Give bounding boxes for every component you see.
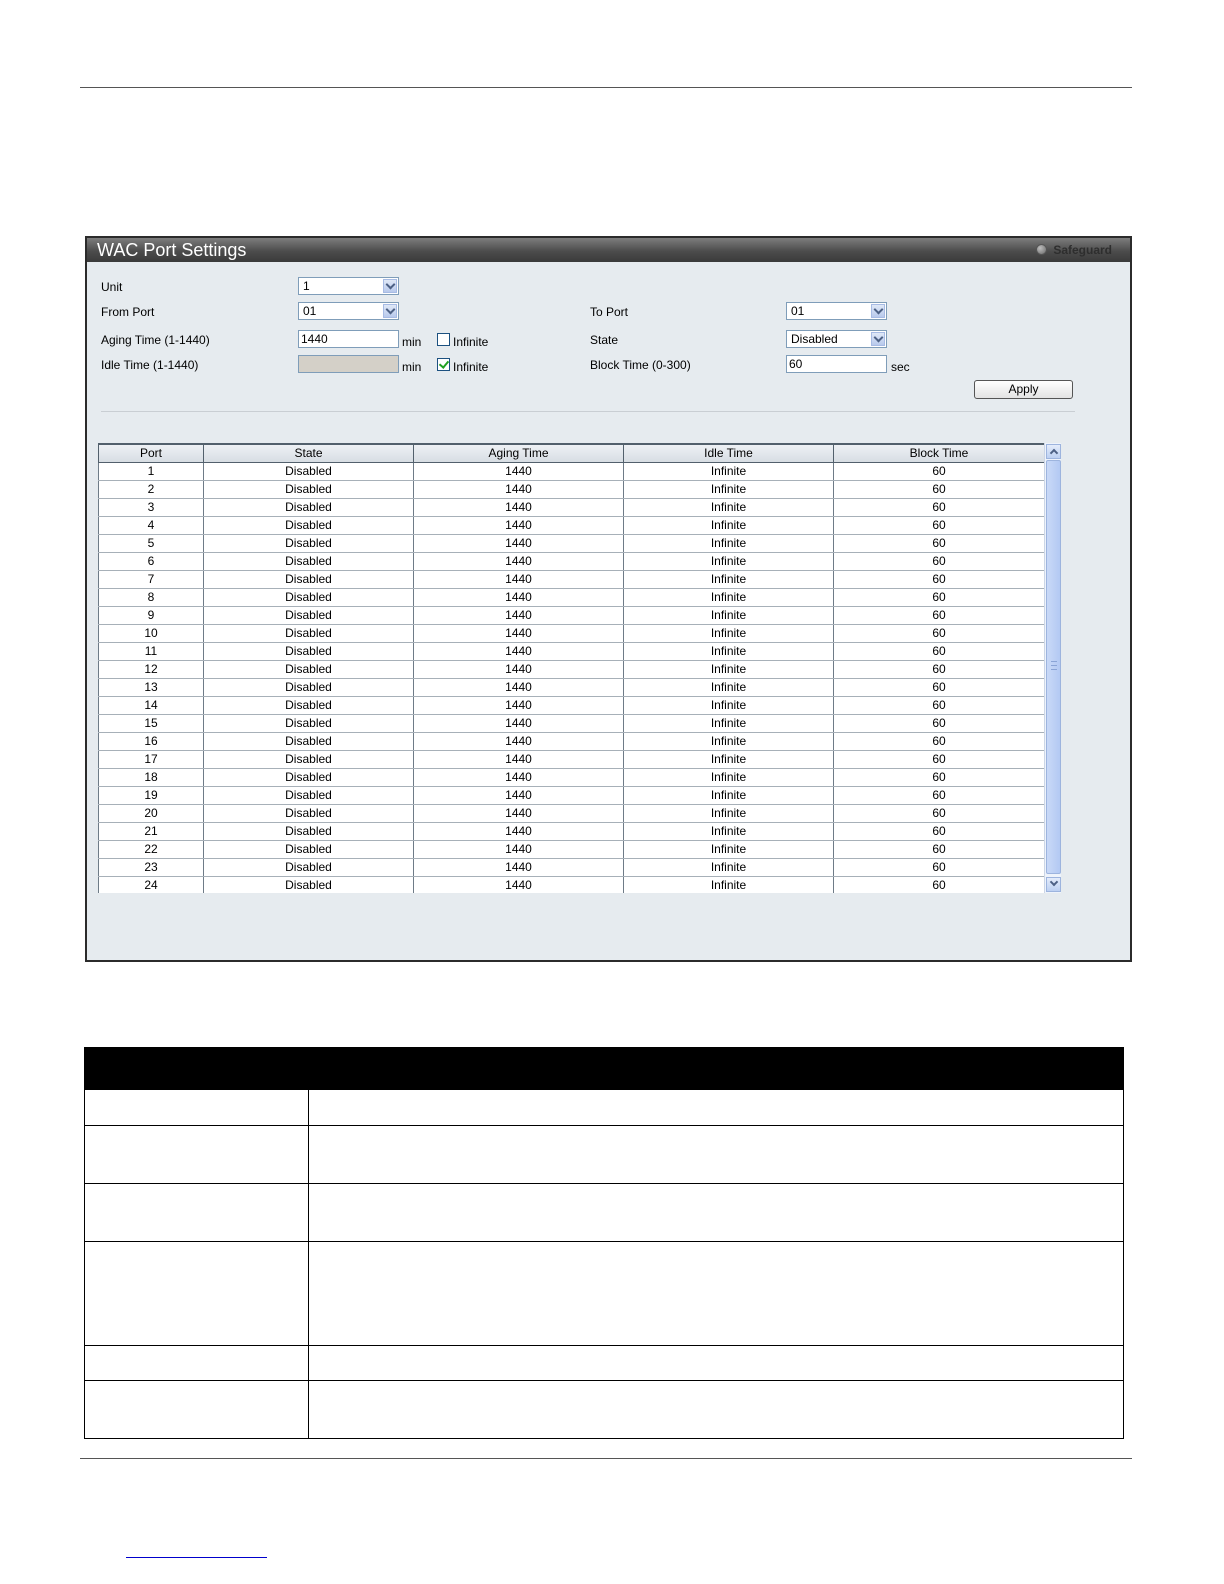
table-row [99, 463, 1045, 481]
cell-aging-time: 1440 [414, 877, 624, 894]
cell-state: Disabled [204, 733, 414, 751]
cell-block-time: 60 [834, 553, 1045, 571]
cell-block-time: 60 [834, 625, 1045, 643]
cell-state: Disabled [204, 787, 414, 805]
cell-aging-time: 1440 [414, 589, 624, 607]
cell-block-time: 60 [834, 661, 1045, 679]
cell-block-time: 60 [834, 805, 1045, 823]
cell-idle-time: Infinite [624, 625, 834, 643]
cell-idle-time: Infinite [624, 589, 834, 607]
from-port-select-value: 01 [303, 304, 317, 318]
aging-time-input[interactable]: 1440 [298, 330, 399, 348]
cell-port: 2 [99, 481, 204, 499]
window-title: WAC Port Settings [97, 240, 247, 260]
description-row [85, 1381, 1124, 1439]
cell-state: Disabled [204, 517, 414, 535]
cell-port: 21 [99, 823, 204, 841]
cell-idle-time: Infinite [624, 877, 834, 894]
cell-idle-time: Infinite [624, 481, 834, 499]
table-row [99, 535, 1045, 553]
cell-state: Disabled [204, 571, 414, 589]
cell-idle-time: Infinite [624, 805, 834, 823]
idle-time-infinite-label: Infinite [453, 360, 489, 374]
cell-aging-time: 1440 [414, 679, 624, 697]
cell-idle-time: Infinite [624, 517, 834, 535]
description-row [85, 1242, 1124, 1346]
cell-state: Disabled [204, 769, 414, 787]
cell-aging-time: 1440 [414, 643, 624, 661]
cell-port: 19 [99, 787, 204, 805]
column-header-idle-time: Idle Time [624, 444, 834, 463]
table-row [99, 787, 1045, 805]
cell-port: 15 [99, 715, 204, 733]
description-row [85, 1184, 1124, 1242]
cell-port: 4 [99, 517, 204, 535]
table-header-row [99, 444, 1045, 463]
cell-idle-time: Infinite [624, 643, 834, 661]
footer-link-underline[interactable] [126, 1557, 267, 1558]
safeguard-indicator[interactable] [1036, 243, 1112, 257]
footer-rule [80, 1458, 1132, 1459]
cell-port: 24 [99, 877, 204, 894]
cell-state: Disabled [204, 715, 414, 733]
table-row [99, 733, 1045, 751]
cell-port: 12 [99, 661, 204, 679]
table-row [99, 625, 1045, 643]
table-row [99, 679, 1045, 697]
cell-block-time: 60 [834, 751, 1045, 769]
table-row [99, 571, 1045, 589]
cell-idle-time: Infinite [624, 751, 834, 769]
cell-port: 10 [99, 625, 204, 643]
cell-idle-time: Infinite [624, 715, 834, 733]
cell-aging-time: 1440 [414, 841, 624, 859]
cell-block-time: 60 [834, 679, 1045, 697]
cell-state: Disabled [204, 679, 414, 697]
safeguard-label: Safeguard [1053, 243, 1112, 257]
aging-time-infinite-label: Infinite [453, 335, 489, 349]
cell-aging-time: 1440 [414, 481, 624, 499]
cell-idle-time: Infinite [624, 661, 834, 679]
cell-block-time: 60 [834, 571, 1045, 589]
cell-port: 20 [99, 805, 204, 823]
block-time-label: Block Time (0-300) [590, 358, 691, 372]
cell-port: 22 [99, 841, 204, 859]
table-row [99, 697, 1045, 715]
to-port-select[interactable] [786, 302, 887, 320]
cell-aging-time: 1440 [414, 805, 624, 823]
cell-aging-time: 1440 [414, 553, 624, 571]
cell-port: 16 [99, 733, 204, 751]
cell-block-time: 60 [834, 607, 1045, 625]
table-row [99, 877, 1045, 894]
wac-port-settings-window [85, 236, 1132, 962]
port-table-viewport[interactable] [98, 443, 1061, 893]
cell-aging-time: 1440 [414, 463, 624, 481]
cell-idle-time: Infinite [624, 859, 834, 877]
cell-block-time: 60 [834, 499, 1045, 517]
unit-select-value: 1 [303, 279, 310, 293]
description-table-header [85, 1048, 1124, 1090]
column-header-port: Port [99, 444, 204, 463]
cell-state: Disabled [204, 607, 414, 625]
cell-block-time: 60 [834, 859, 1045, 877]
cell-idle-time: Infinite [624, 697, 834, 715]
cell-port: 1 [99, 463, 204, 481]
aging-time-label: Aging Time (1-1440) [101, 333, 210, 347]
chevron-up-icon[interactable] [1046, 444, 1061, 459]
cell-aging-time: 1440 [414, 535, 624, 553]
table-scrollbar[interactable] [1044, 443, 1061, 893]
cell-state: Disabled [204, 625, 414, 643]
cell-idle-time: Infinite [624, 823, 834, 841]
table-row [99, 715, 1045, 733]
cell-aging-time: 1440 [414, 661, 624, 679]
cell-state: Disabled [204, 805, 414, 823]
cell-idle-time: Infinite [624, 787, 834, 805]
cell-state: Disabled [204, 859, 414, 877]
cell-block-time: 60 [834, 769, 1045, 787]
cell-aging-time: 1440 [414, 697, 624, 715]
unit-label: Unit [101, 280, 123, 294]
table-row [99, 553, 1045, 571]
cell-state: Disabled [204, 697, 414, 715]
unit-select[interactable] [298, 277, 399, 295]
chevron-down-icon[interactable] [871, 332, 885, 346]
table-row [99, 769, 1045, 787]
block-time-input[interactable]: 60 [786, 355, 887, 373]
cell-state: Disabled [204, 841, 414, 859]
cell-idle-time: Infinite [624, 553, 834, 571]
table-row [99, 481, 1045, 499]
idle-time-label: Idle Time (1-1440) [101, 358, 199, 372]
idle-time-infinite-checkbox[interactable] [437, 358, 450, 371]
state-select-value: Disabled [791, 332, 838, 346]
cell-port: 5 [99, 535, 204, 553]
cell-port: 11 [99, 643, 204, 661]
cell-port: 17 [99, 751, 204, 769]
cell-aging-time: 1440 [414, 625, 624, 643]
cell-aging-time: 1440 [414, 517, 624, 535]
aging-time-infinite-checkbox[interactable] [437, 333, 450, 346]
cell-state: Disabled [204, 499, 414, 517]
form-divider [101, 411, 1075, 412]
cell-state: Disabled [204, 751, 414, 769]
table-row [99, 643, 1045, 661]
to-port-select-value: 01 [791, 304, 805, 318]
cell-idle-time: Infinite [624, 571, 834, 589]
cell-idle-time: Infinite [624, 841, 834, 859]
cell-state: Disabled [204, 553, 414, 571]
cell-idle-time: Infinite [624, 463, 834, 481]
cell-state: Disabled [204, 823, 414, 841]
table-row [99, 607, 1045, 625]
cell-idle-time: Infinite [624, 769, 834, 787]
cell-port: 14 [99, 697, 204, 715]
cell-aging-time: 1440 [414, 769, 624, 787]
cell-aging-time: 1440 [414, 607, 624, 625]
cell-idle-time: Infinite [624, 535, 834, 553]
cell-block-time: 60 [834, 715, 1045, 733]
cell-block-time: 60 [834, 517, 1045, 535]
table-row [99, 859, 1045, 877]
description-row [85, 1346, 1124, 1381]
cell-aging-time: 1440 [414, 715, 624, 733]
apply-button[interactable]: Apply [974, 380, 1073, 399]
aging-time-unit: min [402, 335, 422, 349]
table-row [99, 751, 1045, 769]
column-header-block-time: Block Time [834, 444, 1045, 463]
description-row [85, 1090, 1124, 1126]
cell-aging-time: 1440 [414, 823, 624, 841]
cell-port: 18 [99, 769, 204, 787]
column-header-state: State [204, 444, 414, 463]
cell-block-time: 60 [834, 841, 1045, 859]
cell-state: Disabled [204, 589, 414, 607]
description-table [84, 1047, 1124, 1439]
chevron-down-icon[interactable] [383, 279, 397, 293]
cell-port: 8 [99, 589, 204, 607]
table-row [99, 517, 1045, 535]
cell-block-time: 60 [834, 733, 1045, 751]
cell-block-time: 60 [834, 823, 1045, 841]
table-row [99, 661, 1045, 679]
state-select[interactable] [786, 330, 887, 348]
to-port-label: To Port [590, 305, 629, 319]
scrollbar-thumb[interactable] [1046, 460, 1061, 874]
cell-state: Disabled [204, 643, 414, 661]
table-row [99, 589, 1045, 607]
table-row [99, 823, 1045, 841]
block-time-unit: sec [891, 360, 910, 374]
cell-aging-time: 1440 [414, 751, 624, 769]
from-port-label: From Port [101, 305, 155, 319]
cell-aging-time: 1440 [414, 787, 624, 805]
idle-time-unit: min [402, 360, 422, 374]
cell-port: 7 [99, 571, 204, 589]
cell-state: Disabled [204, 877, 414, 894]
cell-block-time: 60 [834, 535, 1045, 553]
cell-state: Disabled [204, 463, 414, 481]
cell-port: 13 [99, 679, 204, 697]
cell-port: 3 [99, 499, 204, 517]
cell-state: Disabled [204, 661, 414, 679]
cell-port: 9 [99, 607, 204, 625]
header-rule [80, 87, 1132, 88]
cell-block-time: 60 [834, 643, 1045, 661]
from-port-select[interactable] [298, 302, 399, 320]
table-row [99, 499, 1045, 517]
cell-aging-time: 1440 [414, 499, 624, 517]
state-label: State [590, 333, 619, 347]
description-row [85, 1126, 1124, 1184]
cell-block-time: 60 [834, 877, 1045, 894]
table-row [99, 805, 1045, 823]
chevron-down-icon[interactable] [1046, 877, 1061, 892]
cell-block-time: 60 [834, 463, 1045, 481]
table-body [99, 463, 1045, 894]
cell-aging-time: 1440 [414, 571, 624, 589]
cell-state: Disabled [204, 481, 414, 499]
cell-idle-time: Infinite [624, 607, 834, 625]
idle-time-input [298, 355, 399, 373]
cell-block-time: 60 [834, 697, 1045, 715]
cell-port: 6 [99, 553, 204, 571]
cell-aging-time: 1440 [414, 733, 624, 751]
port-settings-table [98, 443, 1045, 893]
cell-idle-time: Infinite [624, 733, 834, 751]
grip-icon [1051, 661, 1057, 670]
cell-state: Disabled [204, 535, 414, 553]
chevron-down-icon[interactable] [383, 304, 397, 318]
cell-aging-time: 1440 [414, 859, 624, 877]
column-header-aging-time: Aging Time [414, 444, 624, 463]
cell-block-time: 60 [834, 481, 1045, 499]
cell-block-time: 60 [834, 589, 1045, 607]
cell-idle-time: Infinite [624, 679, 834, 697]
cell-port: 23 [99, 859, 204, 877]
table-row [99, 841, 1045, 859]
status-dot-icon [1036, 244, 1047, 255]
cell-block-time: 60 [834, 787, 1045, 805]
title-bar [87, 238, 1130, 262]
chevron-down-icon[interactable] [871, 304, 885, 318]
cell-idle-time: Infinite [624, 499, 834, 517]
